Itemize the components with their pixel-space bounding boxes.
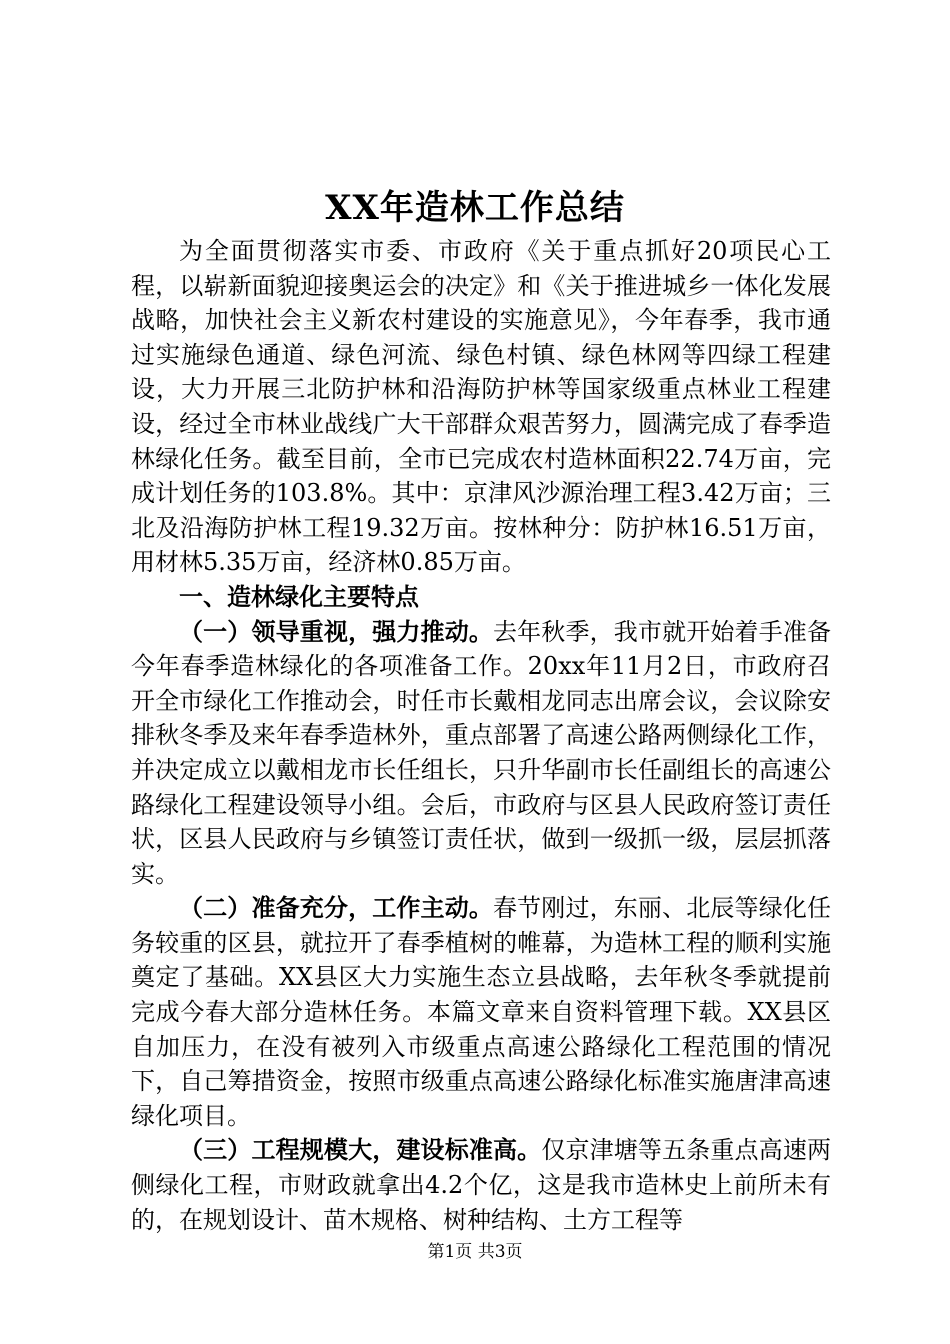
intro-paragraph-text: 为全面贯彻落实市委、市政府《关于重点抓好20项民心工程，以崭新面貌迎接奥运会的决定》和《关于推进城乡一体化发展战略，加快社会主义新农村建设的实施意见》，今年春季，我市通过实施绿色通道、绿色河流、绿色村镇、绿色林网等四绿工程建设，大力开展三北防护林和沿海防护林等国家级重点林业工程建设，经过全市林业战线广大干部群众艰苦努力，圆满完成了春季造林绿化任务。截至目前，全市已完成农村造林面积22.74万亩，完成计划任务的103.8%。其中：京津风沙源治理工程3.42万亩；三北及沿海防护林工程19.32万亩。按林种分：防护林16.51万亩，用材林5.35万亩，经济林0.85万亩。 bbox=[131, 237, 831, 577]
document-body bbox=[131, 234, 831, 1237]
section-heading: 一、造林绿化主要特点 bbox=[179, 581, 419, 611]
section-1-text: 去年秋季，我市就开始着手准备今年春季造林绿化的各项准备工作。20xx年11月2日，市政府召开全市绿化工作推动会，时任市长戴相龙同志出席会议，会议除安排秋冬季及来年春季造林外，重点部署了高速公路两侧绿化工作，并决定成立以戴相龙市长任组长，只升华副市长任副组长的高速公路绿化工程建设领导小组。会后，市政府与区县人民政府签订责任状，区县人民政府与乡镇签订责任状，做到一级抓一级，层层抓落实。 bbox=[131, 617, 831, 888]
section-paragraph-2 bbox=[131, 891, 831, 1133]
section-3-text: 仅京津塘等五条重点高速两侧绿化工程，市财政就拿出4.2个亿，这是我市造林史上前所未有的，在规划设计、苗木规格、树种结构、土方工程等 bbox=[131, 1136, 832, 1234]
section-1-lead: （一）领导重视，强力推动。 bbox=[179, 616, 493, 646]
document-title: XX年造林工作总结 bbox=[325, 188, 625, 228]
section-paragraph-1 bbox=[131, 615, 831, 892]
section-3-lead: （三）工程规模大，建设标准高。 bbox=[179, 1135, 542, 1165]
page-number-footer: 第1页 共3页 bbox=[427, 1242, 523, 1262]
section-paragraph-3 bbox=[131, 1133, 831, 1237]
section-2-text: 春节刚过，东丽、北辰等绿化任务较重的区县，就拉开了春季植树的帷幕，为造林工程的顺利实施奠定了基础。XX县区大力实施生态立县战略，去年秋冬季就提前完成今春大部分造林任务。本篇文章来自资料管理下载。XX县区自加压力，在没有被列入市级重点高速公路绿化工程范围的情况下，自己筹措资金，按照市级重点高速公路绿化标准实施唐津高速绿化项目。 bbox=[131, 894, 831, 1130]
section-2-lead: （二）准备充分，工作主动。 bbox=[179, 893, 493, 923]
intro-paragraph bbox=[131, 234, 831, 580]
